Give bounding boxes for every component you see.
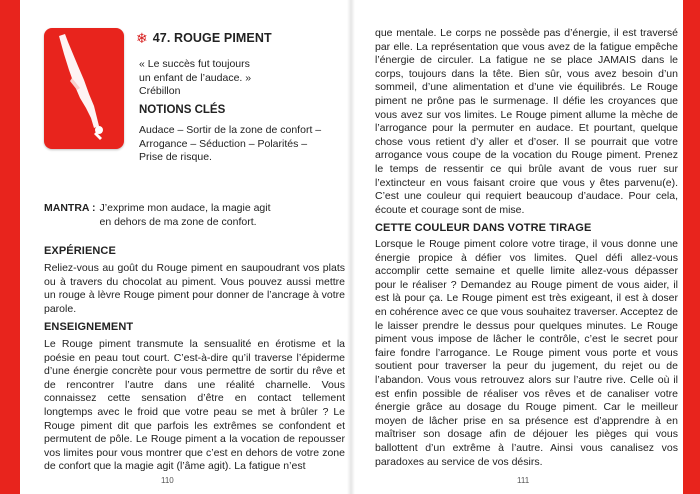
tirage-text: Lorsque le Rouge piment colore votre tirage, il vous donne une énergie propice à défier vos limites. Quel défi allez-vous accomplir cette semaine et quelle limite allez-vous dépasser pour le réaliser ? Demandez au Rouge piment de vous aider, il est là pour ça. Le Rouge piment est très exigeant, il est à doser en cohérence avec ce que vous souhaitez traverser. Acceptez de le laisser prendre le dessus pour quelques minutes. Le Rouge piment vous impose de lâcher le contrôle, c’est le secret pour faire fondre l’arrogance. Le Rouge piment vous porte et vous soutient pour traverser la peur du jugement, du rejet ou de l’abandon. Vous vous retrouvez alors sur l’autre rive. Celle où il est enfin possible de réaliser vos rêves et de canaliser votre énergie grâce au dosage du Rouge piment. Car le meilleur moyen de lâcher prise en sa présence est d’apprendre à en maîtriser son dosage afin de déjouer les pièges qui vous ballottent d’un extrême à l’autre. Ainsi vous canalisez vos paradoxes au service de vos désirs. xyxy=(375,238,678,468)
mantra xyxy=(44,202,285,229)
mantra-text: J’exprime mon audace, la magie agit en dehors de ma zone de confort. xyxy=(99,202,271,228)
notions-text: Audace – Sortir de la zone de confort – Arrogance – Séduction – Polarités – Prise de risque. xyxy=(139,124,322,163)
enseignement-text: Le Rouge piment transmute la sensualité en érotisme et la poésie en peau tout court. C’est-à-dire qu’il traverse l’épiderme d’une énergie concrète pour vous permettre de sortir du rêve et de rencontrer l’autre dans une réalité charnelle. Vous connaissez cette sensation d’être en contact tellement longtemps avec le froid que votre peau se met à brûler ? Le Rouge piment dit que parfois les extrêmes se confondent et permutent de pôle. Le Rouge piment a la vocation de repousser vos limites pour vous montrer que c’est en dehors de votre zone de confort que la magie agit (l’âme agit). La fatigue n’est xyxy=(44,338,345,473)
diving-figure-icon xyxy=(44,28,124,149)
right-page xyxy=(355,0,683,494)
notions-heading: NOTIONS CLÉS xyxy=(139,104,226,116)
card-title: 47. ROUGE PIMENT xyxy=(152,31,272,45)
book-gutter xyxy=(347,0,355,494)
right-page-edge-band xyxy=(683,0,700,494)
snowflake-icon: ❄ xyxy=(136,30,148,46)
experience-heading: EXPÉRIENCE xyxy=(44,245,116,257)
quote-line-2: un enfant de l’audace. » xyxy=(139,71,252,84)
tirage-heading: CETTE COULEUR DANS VOTRE TIRAGE xyxy=(375,222,592,234)
enseignement-heading: ENSEIGNEMENT xyxy=(44,321,134,333)
oracle-card-image xyxy=(44,28,124,149)
page-number-left: 110 xyxy=(161,476,174,485)
left-page-edge-band xyxy=(0,0,20,494)
continued-text: que mentale. Le corps ne possède pas d’énergie, il est traversé par elle. La représentation que vous avez de la fatigue empêche l’énergie de circuler. La fatigue ne se place JAMAIS dans le corps, toujours dans la tête. Bien sûr, vous avez besoin d’un sommeil, d’une alimentation et d’une vie équilibrés. Le Rouge piment ne prône pas le surmenage. Il défie les croyances que vous avez sur vos limites. Le Rouge piment allume la mèche de l’arrogance pour la permuter en audace. Et pourtant, quelque chose vous retient d’y aller et d’oser. Il se pourrait que votre arrogance vous coupe de la vocation du Rouge piment. Prenez le temps de ressentir ce qui brûle avant de vous ruer sur l’extincteur en vous faisant croire que vous y êtes parvenu(e). C’est une couleur qui requiert beaucoup d’audace. Pour cela, écoute et courage sont de mise. xyxy=(375,27,678,216)
card-quote xyxy=(139,58,339,99)
quote-line-1: « Le succès fut toujours xyxy=(139,58,250,70)
mantra-label: MANTRA : xyxy=(44,202,96,214)
left-page xyxy=(20,0,347,494)
page-number-right: 111 xyxy=(517,476,530,485)
quote-author: Crébillon xyxy=(139,85,181,97)
card-title-row xyxy=(136,31,272,45)
experience-text: Reliez-vous au goût du Rouge piment en saupoudrant vos plats ou à travers du chocolat au piment. Vous pouvez aussi mettre un rouge à lèvre Rouge piment pour donner de l’ancrage à votre parole. xyxy=(44,262,345,315)
